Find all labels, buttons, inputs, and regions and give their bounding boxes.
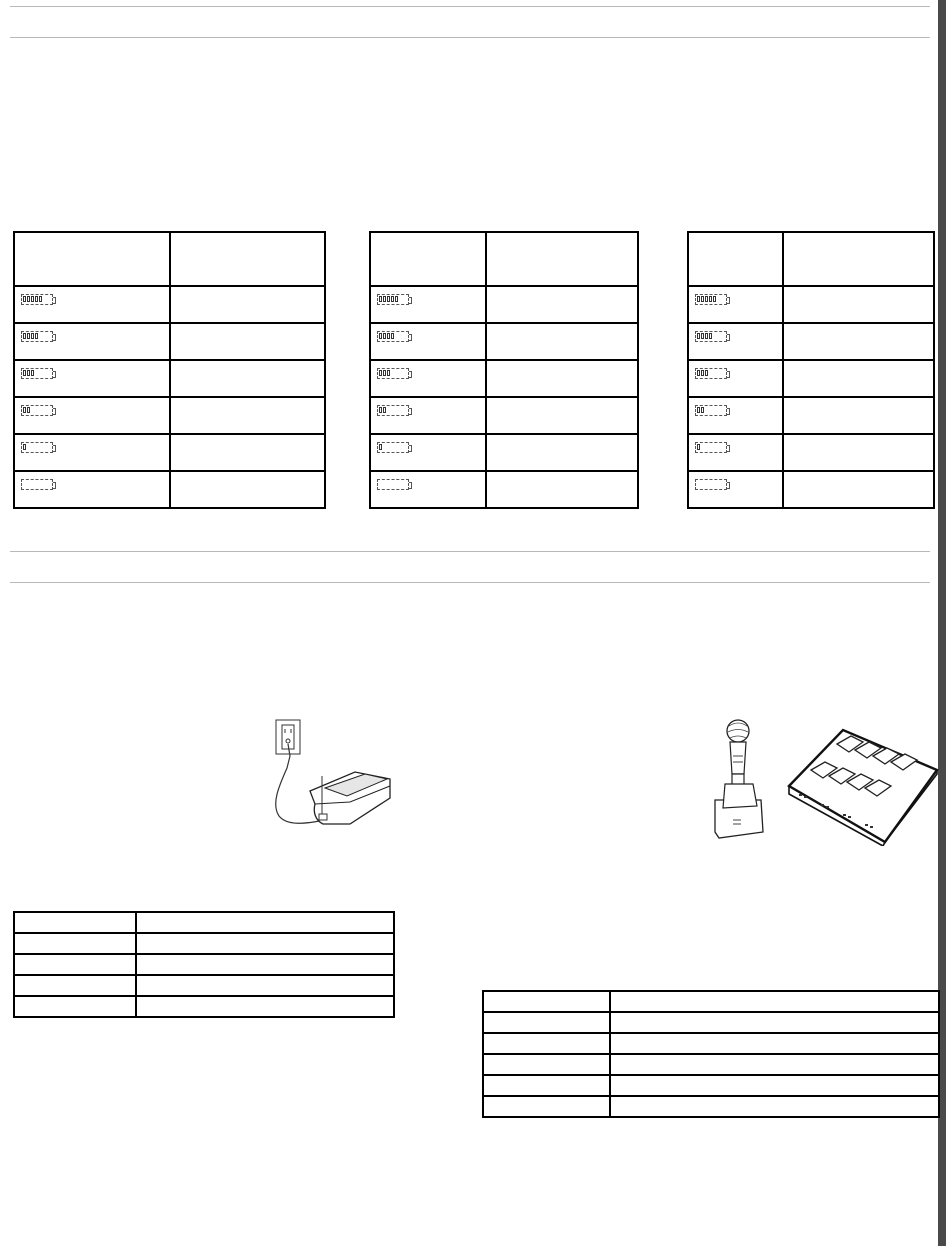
battery-segment [27, 333, 30, 339]
battery-segment [383, 333, 386, 339]
battery-status-cell [170, 471, 325, 508]
handheld-microphone-charging-dock-illustration [711, 714, 771, 846]
battery-table-row [370, 434, 638, 471]
battery-level-icon [377, 368, 409, 379]
eight-bay-charging-station-illustration [785, 722, 941, 846]
battery-status-cell [783, 434, 934, 471]
section-rule-2 [10, 582, 930, 583]
battery-table-1 [13, 231, 326, 509]
battery-segment [379, 444, 382, 450]
spec-table-row [483, 1075, 939, 1096]
battery-level-icon [695, 442, 727, 453]
battery-level-cell [370, 286, 486, 323]
battery-level-icon [695, 479, 727, 490]
spec-table-row [483, 1033, 939, 1054]
battery-level-icon [21, 405, 53, 416]
battery-table-row [370, 323, 638, 360]
battery-segment [383, 407, 386, 413]
battery-level-icon [377, 294, 409, 305]
battery-level-cell [688, 286, 783, 323]
spec-value-cell [610, 991, 939, 1012]
battery-segment [395, 296, 398, 302]
battery-segment [701, 333, 704, 339]
battery-level-icon [21, 442, 53, 453]
spec-value-cell [610, 1033, 939, 1054]
battery-segment [23, 333, 26, 339]
battery-segment [23, 370, 26, 376]
battery-segment [23, 407, 26, 413]
battery-status-cell [170, 397, 325, 434]
battery-table-header-cell [370, 232, 486, 286]
top-rule-1 [10, 6, 930, 7]
battery-level-icon [21, 331, 53, 342]
battery-table-row [688, 323, 934, 360]
battery-segment [387, 333, 390, 339]
battery-level-cell [688, 360, 783, 397]
spec-label-cell [14, 996, 136, 1017]
spec-value-cell [136, 996, 394, 1017]
battery-segment [379, 333, 382, 339]
spec-table-row [483, 991, 939, 1012]
battery-table-header-row [370, 232, 638, 286]
spec-label-cell [483, 1012, 610, 1033]
top-rule-2 [10, 37, 930, 38]
battery-table-row [370, 286, 638, 323]
spec-value-cell [136, 933, 394, 954]
battery-table-row [688, 360, 934, 397]
spec-value-cell [136, 954, 394, 975]
battery-table-2 [369, 231, 639, 509]
battery-level-icon [377, 331, 409, 342]
battery-status-cell [170, 434, 325, 471]
battery-status-cell [783, 360, 934, 397]
battery-level-cell [370, 434, 486, 471]
battery-table-row [688, 471, 934, 508]
battery-segment [391, 333, 394, 339]
battery-table-header-row [688, 232, 934, 286]
battery-status-cell [170, 286, 325, 323]
battery-table-row [370, 397, 638, 434]
spec-label-cell [14, 912, 136, 933]
battery-table-row [14, 360, 325, 397]
spec-table-row [14, 912, 394, 933]
battery-level-icon [695, 405, 727, 416]
battery-segment [709, 296, 712, 302]
spec-table-row [14, 933, 394, 954]
battery-segment [31, 296, 34, 302]
battery-table-row [688, 286, 934, 323]
battery-table-row [14, 471, 325, 508]
battery-segment [379, 296, 382, 302]
battery-level-icon [695, 331, 727, 342]
battery-segment [697, 296, 700, 302]
battery-segment [713, 296, 716, 302]
battery-status-cell [783, 471, 934, 508]
battery-segment [27, 370, 30, 376]
battery-level-cell [370, 397, 486, 434]
section-rule-1 [10, 551, 930, 552]
battery-level-icon [695, 368, 727, 379]
battery-segment [383, 296, 386, 302]
battery-segment [391, 296, 394, 302]
battery-segment [379, 407, 382, 413]
battery-level-cell [370, 360, 486, 397]
battery-level-cell [14, 397, 170, 434]
battery-table-row [370, 360, 638, 397]
battery-status-cell [170, 323, 325, 360]
battery-level-cell [370, 471, 486, 508]
spec-label-cell [14, 933, 136, 954]
battery-status-cell [170, 360, 325, 397]
battery-status-cell [486, 286, 638, 323]
battery-segment [387, 370, 390, 376]
battery-table-header-cell [14, 232, 170, 286]
battery-level-cell [14, 471, 170, 508]
battery-segment [27, 296, 30, 302]
battery-segment [705, 296, 708, 302]
battery-segment [697, 407, 700, 413]
spec-table-1 [13, 911, 395, 1018]
battery-segment [23, 444, 26, 450]
spec-table-2 [482, 990, 940, 1118]
spec-label-cell [14, 954, 136, 975]
battery-level-cell [14, 434, 170, 471]
battery-level-icon [21, 479, 53, 490]
spec-value-cell [136, 975, 394, 996]
battery-table-row [688, 434, 934, 471]
spec-table-row [14, 954, 394, 975]
battery-segment [35, 333, 38, 339]
spec-value-cell [136, 912, 394, 933]
battery-level-icon [377, 479, 409, 490]
spec-value-cell [610, 1054, 939, 1075]
battery-status-cell [486, 323, 638, 360]
battery-segment [31, 370, 34, 376]
battery-segment [697, 444, 700, 450]
spec-value-cell [610, 1075, 939, 1096]
spec-label-cell [483, 991, 610, 1012]
spec-label-cell [483, 1075, 610, 1096]
spec-value-cell [610, 1012, 939, 1033]
battery-level-icon [21, 294, 53, 305]
spec-table-row [14, 975, 394, 996]
battery-level-cell [14, 360, 170, 397]
battery-level-icon [377, 442, 409, 453]
battery-segment [701, 370, 704, 376]
single-bay-charger-illustration [265, 716, 395, 836]
battery-segment [697, 333, 700, 339]
battery-segment [705, 370, 708, 376]
battery-table-row [14, 434, 325, 471]
battery-level-icon [695, 294, 727, 305]
battery-segment [701, 296, 704, 302]
battery-status-cell [783, 397, 934, 434]
battery-level-cell [688, 471, 783, 508]
battery-segment [31, 333, 34, 339]
battery-table-header-cell [783, 232, 934, 286]
battery-table-header-cell [486, 232, 638, 286]
spec-label-cell [483, 1033, 610, 1054]
spec-label-cell [483, 1096, 610, 1117]
battery-segment [27, 407, 30, 413]
battery-level-cell [688, 323, 783, 360]
battery-segment [383, 370, 386, 376]
battery-table-row [370, 471, 638, 508]
battery-status-cell [486, 434, 638, 471]
battery-table-row [14, 286, 325, 323]
battery-segment [709, 333, 712, 339]
battery-level-cell [688, 434, 783, 471]
battery-table-header-cell [688, 232, 783, 286]
battery-level-cell [14, 323, 170, 360]
spec-table-row [14, 996, 394, 1017]
battery-segment [39, 296, 42, 302]
battery-level-cell [370, 323, 486, 360]
battery-segment [23, 296, 26, 302]
battery-segment [387, 296, 390, 302]
battery-status-cell [486, 397, 638, 434]
spec-value-cell [610, 1096, 939, 1117]
battery-table-header-row [14, 232, 325, 286]
spec-table-row [483, 1096, 939, 1117]
battery-segment [379, 370, 382, 376]
battery-status-cell [486, 360, 638, 397]
battery-level-icon [377, 405, 409, 416]
spec-label-cell [14, 975, 136, 996]
battery-table-header-cell [170, 232, 325, 286]
battery-segment [697, 370, 700, 376]
battery-level-cell [14, 286, 170, 323]
battery-table-row [14, 397, 325, 434]
battery-status-cell [783, 286, 934, 323]
battery-status-cell [783, 323, 934, 360]
battery-level-cell [688, 397, 783, 434]
battery-table-3 [687, 231, 935, 509]
battery-segment [705, 333, 708, 339]
battery-table-row [14, 323, 325, 360]
spec-table-row [483, 1054, 939, 1075]
battery-table-row [688, 397, 934, 434]
battery-segment [701, 407, 704, 413]
battery-status-cell [486, 471, 638, 508]
spec-label-cell [483, 1054, 610, 1075]
battery-segment [35, 296, 38, 302]
spec-table-row [483, 1012, 939, 1033]
battery-level-icon [21, 368, 53, 379]
